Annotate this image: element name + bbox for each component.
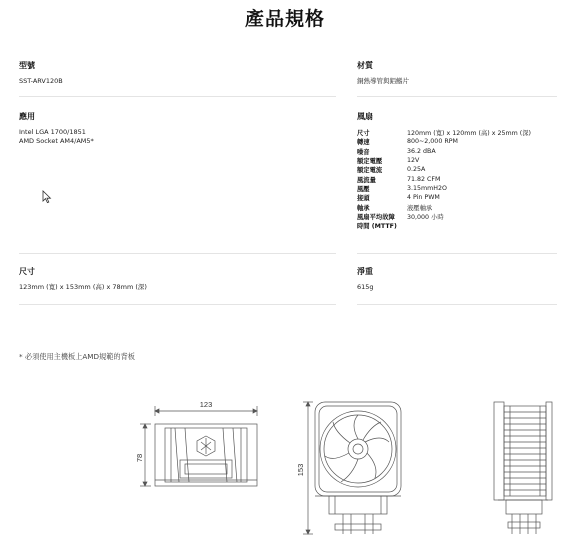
spec-value: 800~2,000 RPM (407, 138, 458, 146)
spec-value: 0.25A (407, 166, 426, 174)
spec-value: 120mm (寬) x 120mm (高) x 25mm (深) (407, 130, 531, 138)
spec-row (357, 147, 557, 156)
spec-key: 時間 (MTTF) (357, 223, 397, 231)
spec-key: 噪音 (357, 148, 370, 156)
spec-row (357, 128, 557, 137)
spec-key: 額定電流 (357, 167, 383, 175)
model-label: 型號 (19, 61, 35, 70)
amd-backplate-note: * 必須使用主機板上AMD規範的背板 (19, 352, 135, 361)
spec-key: 風壓 (357, 185, 370, 193)
spec-key: 風扇平均故障 (357, 213, 395, 221)
spec-row (357, 137, 557, 146)
divider (19, 253, 336, 254)
spec-key: 尺寸 (357, 130, 370, 138)
spec-row (357, 156, 557, 165)
divider (357, 253, 557, 254)
spec-value: 71.82 CFM (407, 175, 441, 183)
model-value: SST-ARV120B (19, 77, 63, 85)
cooler-front-drawing (295, 398, 405, 538)
size-value: 123mm (寬) x 153mm (高) x 78mm (深) (19, 283, 147, 291)
compat-line: AMD Socket AM4/AM5* (19, 137, 94, 145)
spec-row (357, 202, 557, 211)
cooler-profile-drawing (488, 400, 558, 538)
spec-value: 4 Pin PWM (407, 194, 440, 202)
spec-value: 液壓軸承 (407, 204, 433, 212)
spec-row (357, 184, 557, 193)
height-dimension-label: 153 (296, 463, 305, 477)
page-title: 產品規格 (244, 8, 325, 30)
spec-key: 軸承 (357, 204, 370, 212)
compat-line: Intel LGA 1700/1851 (19, 128, 86, 136)
fan-spec-table (357, 128, 557, 230)
material-value: 銅熱導管與鋁鰭片 (357, 77, 409, 85)
size-label: 尺寸 (19, 267, 35, 276)
spec-key: 風流量 (357, 176, 376, 184)
weight-label: 淨重 (357, 267, 373, 276)
mouse-pointer-icon (42, 190, 52, 204)
divider (357, 304, 557, 305)
divider (19, 304, 336, 305)
spec-row (357, 174, 557, 183)
width-dimension-label: 123 (199, 400, 213, 409)
spec-value: 12V (407, 157, 420, 165)
spec-value: 36.2 dBA (407, 147, 436, 155)
spec-row (357, 193, 557, 202)
divider (357, 96, 557, 97)
divider (19, 96, 336, 97)
fan-label: 風扇 (357, 112, 373, 121)
spec-key: 接頭 (357, 195, 370, 203)
depth-dimension-label: 78 (135, 453, 144, 463)
compat-label: 應用 (19, 112, 35, 121)
spec-row (357, 212, 557, 221)
spec-value: 3.15mmH2O (407, 184, 447, 192)
spec-row (357, 221, 557, 230)
spec-key: 轉速 (357, 139, 370, 147)
cooler-side-drawing (135, 398, 270, 498)
spec-key: 額定電壓 (357, 158, 383, 166)
material-label: 材質 (357, 61, 373, 70)
weight-value: 615g (357, 283, 374, 291)
spec-value: 30,000 小時 (407, 213, 444, 221)
spec-row (357, 165, 557, 174)
